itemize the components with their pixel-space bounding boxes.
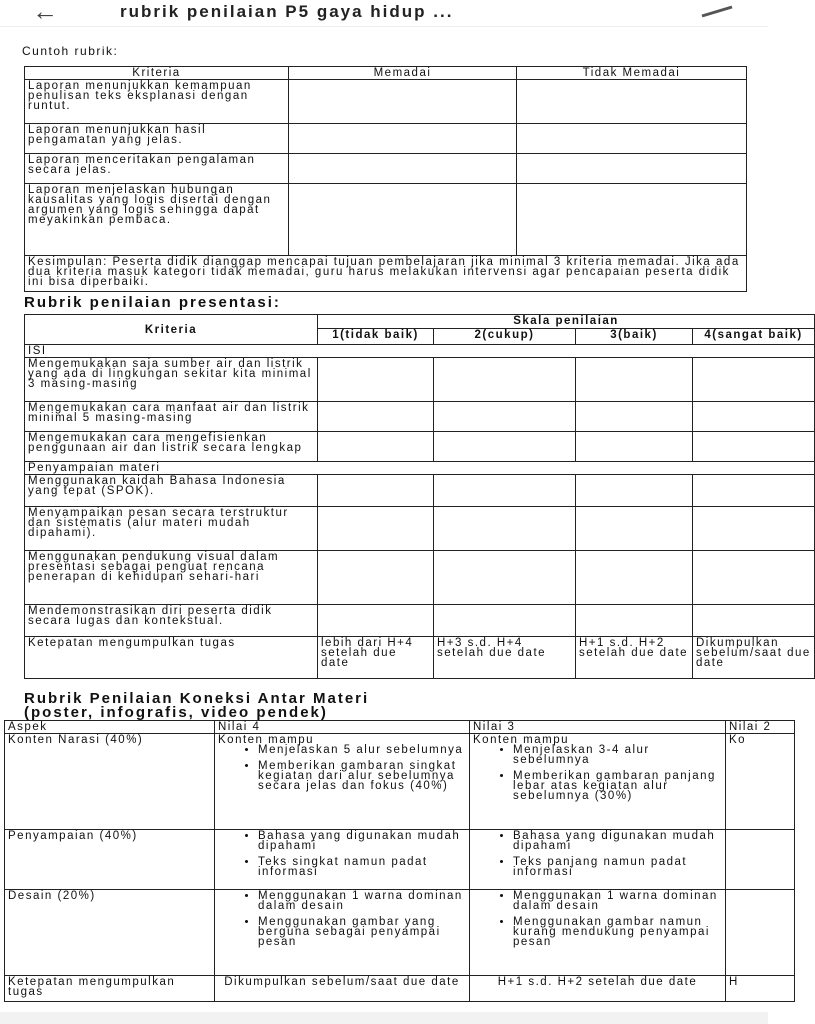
- t2-cell: [434, 475, 576, 507]
- t3-nilai3-cell: [470, 830, 726, 890]
- t1-cell: [517, 124, 747, 154]
- document-page: [0, 26, 811, 1024]
- t3-list-item: • Menjelaskan 5 alur sebelumnya: [258, 745, 466, 755]
- t2-cell: [693, 605, 815, 637]
- t2-criterion: Menggunakan pendukung visual dalam presentasi sebagai penguat rencana penerapan di kehidupan sehari-hari: [25, 551, 318, 605]
- t3-list-item: • Memberikan gambaran singkat kegiatan dari alur sebelumnya secara jelas dan fokus (40%): [258, 761, 466, 791]
- t3-nilai2-cell: [726, 830, 795, 890]
- t2-cell: [318, 475, 434, 507]
- t3-header-nilai4: Nilai 4: [215, 721, 470, 734]
- section-title-koneksi-main: Rubrik Penilaian Koneksi Antar Materi: [24, 690, 370, 707]
- t2-header-kriteria: Kriteria: [25, 315, 318, 345]
- t3-header-nilai3: Nilai 3: [470, 721, 726, 734]
- t3-list-item: • Bahasa yang digunakan mudah dipahami: [513, 831, 722, 851]
- section-title-koneksi-sub: (poster, infografis, video pendek): [24, 704, 328, 721]
- t2-cell: [576, 507, 693, 551]
- t1-cell: [517, 154, 747, 184]
- t2-scale-2: 2(cukup): [434, 329, 576, 345]
- edit-pencil-icon[interactable]: [698, 4, 738, 18]
- t2-cell: [318, 402, 434, 432]
- t3-list-item: • Menggunakan 1 warna dominan dalam desain: [513, 891, 722, 911]
- t3-nilai2-cell: [726, 890, 795, 976]
- rubric-table-presentasi: [24, 314, 815, 679]
- t3-list-item: • Menggunakan 1 warna dominan dalam desain: [258, 891, 466, 911]
- t2-cell: [576, 605, 693, 637]
- t2-cell: [318, 605, 434, 637]
- t3-nilai4-cell: [215, 890, 470, 976]
- t2-cell: [318, 507, 434, 551]
- t2-group-isi: ISI: [25, 345, 815, 358]
- t1-header-memadai: Memadai: [289, 67, 517, 80]
- t1-criterion: Laporan menjelaskan hubungan kausalitas yang logis disertai dengan argumen yang logis sehingga dapat meyakinkan pembaca.: [25, 184, 289, 256]
- t1-cell: [517, 80, 747, 124]
- t3-intro: Konten mampu: [473, 734, 569, 746]
- t3-nilai4-cell: [215, 830, 470, 890]
- t2-cell: [318, 358, 434, 402]
- t2-value-1: lebih dari H+4 setelah due date: [318, 637, 434, 679]
- top-app-bar: [0, 0, 768, 27]
- t2-cell: [576, 358, 693, 402]
- t3-nilai3-cell: [470, 734, 726, 830]
- t3-list: [473, 831, 722, 877]
- t2-cell: [434, 358, 576, 402]
- t2-scale-3: 3(baik): [576, 329, 693, 345]
- t2-cell: [318, 432, 434, 462]
- rubric-table-1: [24, 66, 747, 292]
- t3-header-aspek: Aspek: [5, 721, 215, 734]
- t2-cell: [693, 358, 815, 402]
- t1-cell: [289, 184, 517, 256]
- t2-criterion: Mendemonstrasikan diri peserta didik secara lugas dan kontekstual.: [25, 605, 318, 637]
- t3-list: [473, 891, 722, 947]
- t3-nilai2-cell: H: [726, 976, 795, 1002]
- t3-list-item: • Teks panjang namun padat informasi: [513, 857, 722, 877]
- t3-aspek: Desain (20%): [5, 890, 215, 976]
- t3-aspek: Konten Narasi (40%): [5, 734, 215, 830]
- back-arrow-icon[interactable]: ←: [32, 0, 58, 26]
- t3-list-item: • Menggunakan gambar namun kurang mendukung penyampai pesan: [513, 917, 722, 947]
- t2-criterion: Mengemukakan saja sumber air dan listrik yang ada di lingkungan sekitar kita minimal 3 masing-masing: [25, 358, 318, 402]
- t3-nilai3-cell: H+1 s.d. H+2 setelah due date: [470, 976, 726, 1002]
- section-title-koneksi: [24, 692, 369, 720]
- t1-conclusion: Kesimpulan: Peserta didik dianggap mencapai tujuan pembelajaran jika minimal 3 kriteria memadai. Jika ada dua kriteria masuk kategori tidak memadai, guru harus melakukan intervensi agar pencapaian peserta didik ini bisa diperbaiki.: [25, 256, 747, 292]
- t1-cell: [289, 124, 517, 154]
- rubric-table-koneksi: [4, 720, 795, 1002]
- document-title: rubrik penilaian P5 gaya hidup ...: [120, 2, 454, 21]
- t1-cell: [289, 154, 517, 184]
- t2-header-skala: Skala penilaian: [318, 315, 815, 329]
- t2-criterion: Menggunakan kaidah Bahasa Indonesia yang tepat (SPOK).: [25, 475, 318, 507]
- t3-aspek: Ketepatan mengumpulkan tugas: [5, 976, 215, 1002]
- t2-cell: [318, 551, 434, 605]
- t2-cell: [434, 507, 576, 551]
- t3-list: [473, 745, 722, 801]
- t2-criterion: Mengemukakan cara mengefisienkan penggunaan air dan listrik secara lengkap: [25, 432, 318, 462]
- t3-list-item: • Memberikan gambaran panjang lebar atas kegiatan alur sebelumnya (30%): [513, 771, 722, 801]
- t3-list-item: • Bahasa yang digunakan mudah dipahami: [258, 831, 466, 851]
- t2-value-4: Dikumpulkan sebelum/saat due date: [693, 637, 815, 679]
- t2-group-penyampaian: Penyampaian materi: [25, 462, 815, 475]
- t3-intro: Konten mampu: [218, 734, 314, 746]
- t3-nilai4-cell: Dikumpulkan sebelum/saat due date: [215, 976, 470, 1002]
- t1-cell: [289, 80, 517, 124]
- t3-nilai3-cell: [470, 890, 726, 976]
- t3-list: [218, 891, 466, 947]
- t3-list-item: • Teks singkat namun padat informasi: [258, 857, 466, 877]
- t2-cell: [576, 402, 693, 432]
- t2-criterion: Mengemukakan cara manfaat air dan listrik minimal 5 masing-masing: [25, 402, 318, 432]
- t2-cell: [576, 432, 693, 462]
- t2-cell: [693, 507, 815, 551]
- t3-list-item: • Menggunakan gambar yang berguna sebagai penyampai pesan: [258, 917, 466, 947]
- t3-nilai2-cell: Ko: [726, 734, 795, 830]
- t1-header-kriteria: Kriteria: [25, 67, 289, 80]
- t2-criterion-ketepatan: Ketepatan mengumpulkan tugas: [25, 637, 318, 679]
- t1-criterion: Laporan menunjukkan kemampuan penulisan teks eksplanasi dengan runtut.: [25, 80, 289, 124]
- t3-aspek: Penyampaian (40%): [5, 830, 215, 890]
- t2-cell: [693, 475, 815, 507]
- t3-nilai4-cell: [215, 734, 470, 830]
- t3-list: [218, 745, 466, 791]
- bottom-bar: [0, 1012, 768, 1024]
- t2-cell: [576, 551, 693, 605]
- t3-list: [218, 831, 466, 877]
- t2-cell: [576, 475, 693, 507]
- t2-cell: [434, 605, 576, 637]
- t2-cell: [693, 551, 815, 605]
- t1-cell: [517, 184, 747, 256]
- t2-cell: [434, 551, 576, 605]
- section-title-presentasi: Rubrik penilaian presentasi:: [24, 294, 281, 311]
- t1-criterion: Laporan menceritakan pengalaman secara jelas.: [25, 154, 289, 184]
- t3-list-item: • Menjelaskan 3-4 alur sebelumnya: [513, 745, 722, 765]
- t2-criterion: Menyampaikan pesan secara terstruktur dan sistematis (alur materi mudah dipahami).: [25, 507, 318, 551]
- t1-criterion: Laporan menunjukkan hasil pengamatan yang jelas.: [25, 124, 289, 154]
- intro-caption: Cuntoh rubrik:: [22, 44, 119, 58]
- t2-cell: [434, 402, 576, 432]
- t2-cell: [693, 432, 815, 462]
- t1-header-tidak-memadai: Tidak Memadai: [517, 67, 747, 80]
- t2-scale-1: 1(tidak baik): [318, 329, 434, 345]
- t2-cell: [434, 432, 576, 462]
- t2-value-3: H+1 s.d. H+2 setelah due date: [576, 637, 693, 679]
- t2-cell: [693, 402, 815, 432]
- t2-scale-4: 4(sangat baik): [693, 329, 815, 345]
- t2-value-2: H+3 s.d. H+4 setelah due date: [434, 637, 576, 679]
- t3-header-nilai2: Nilai 2: [726, 721, 795, 734]
